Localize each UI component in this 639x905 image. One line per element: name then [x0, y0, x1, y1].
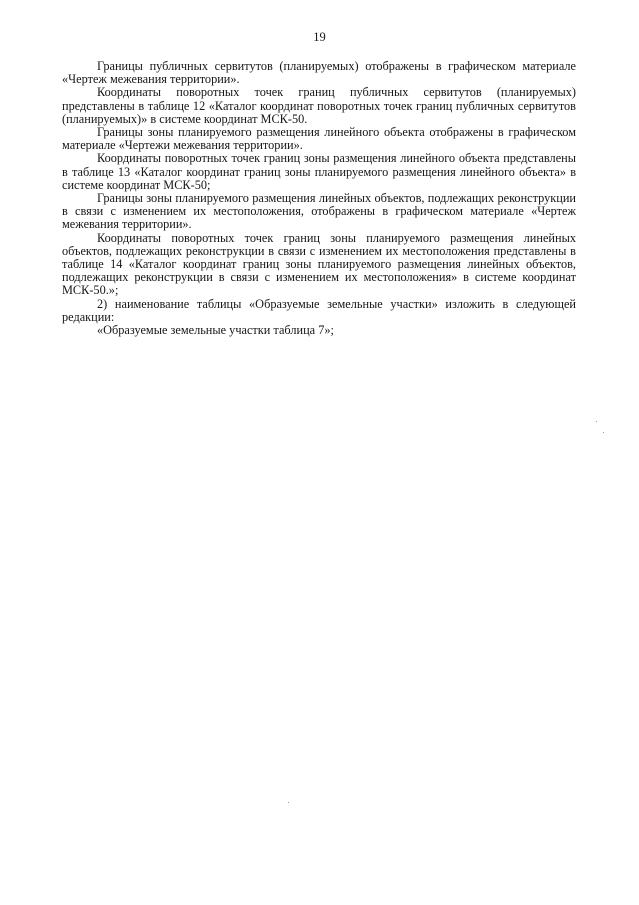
paragraph-servitude-boundaries: Границы публичных сервитутов (планируемых) отображены в графическом материале «Чертеж межевания территории».	[62, 59, 576, 87]
page-number: 19	[313, 30, 326, 44]
paragraph-table-7-title: «Образуемые земельные участки таблица 7»;	[97, 323, 334, 338]
scan-speck	[288, 802, 289, 803]
paragraph-table-rename: 2) наименование таблицы «Образуемые земельные участки» изложить в следующей редакции:	[62, 296, 576, 324]
paragraph-linear-object-zone-coordinates: Координаты поворотных точек границ зоны размещения линейного объекта представлены в таблице 13 «Каталог координат границ зоны планируемого размещения линейного объекта» в системе координат МСК-50;	[62, 151, 576, 192]
paragraph-reconstruction-zone-boundaries: Границы зоны планируемого размещения линейных объектов, подлежащих реконструкции в связи с изменением их местоположения, отображены в графическом материале «Чертеж межевания территории».	[62, 191, 576, 232]
paragraph-reconstruction-zone-coordinates: Координаты поворотных точек границ зоны планируемого размещения линейных объектов, подлежащих реконструкции в связи с изменением их местоположения представлены в таблице 14 «Каталог координат границ зоны планируемого размещения линейных объектов, подлежащих реконструкции в связи с изменением их местоположения» в системе координат МСК-50.»;	[62, 230, 576, 298]
paragraph-linear-object-zone-boundaries: Границы зоны планируемого размещения линейного объекта отображены в графическом материале «Чертежи межевания территории».	[62, 125, 576, 153]
scan-speck	[596, 421, 597, 422]
paragraph-servitude-coordinates: Координаты поворотных точек границ публичных сервитутов (планируемых) представлены в таблице 12 «Каталог координат поворотных точек границ публичных сервитутов (планируемых)» в системе координат МСК-50.	[62, 85, 576, 126]
scan-speck	[603, 432, 604, 433]
document-body	[62, 60, 576, 337]
